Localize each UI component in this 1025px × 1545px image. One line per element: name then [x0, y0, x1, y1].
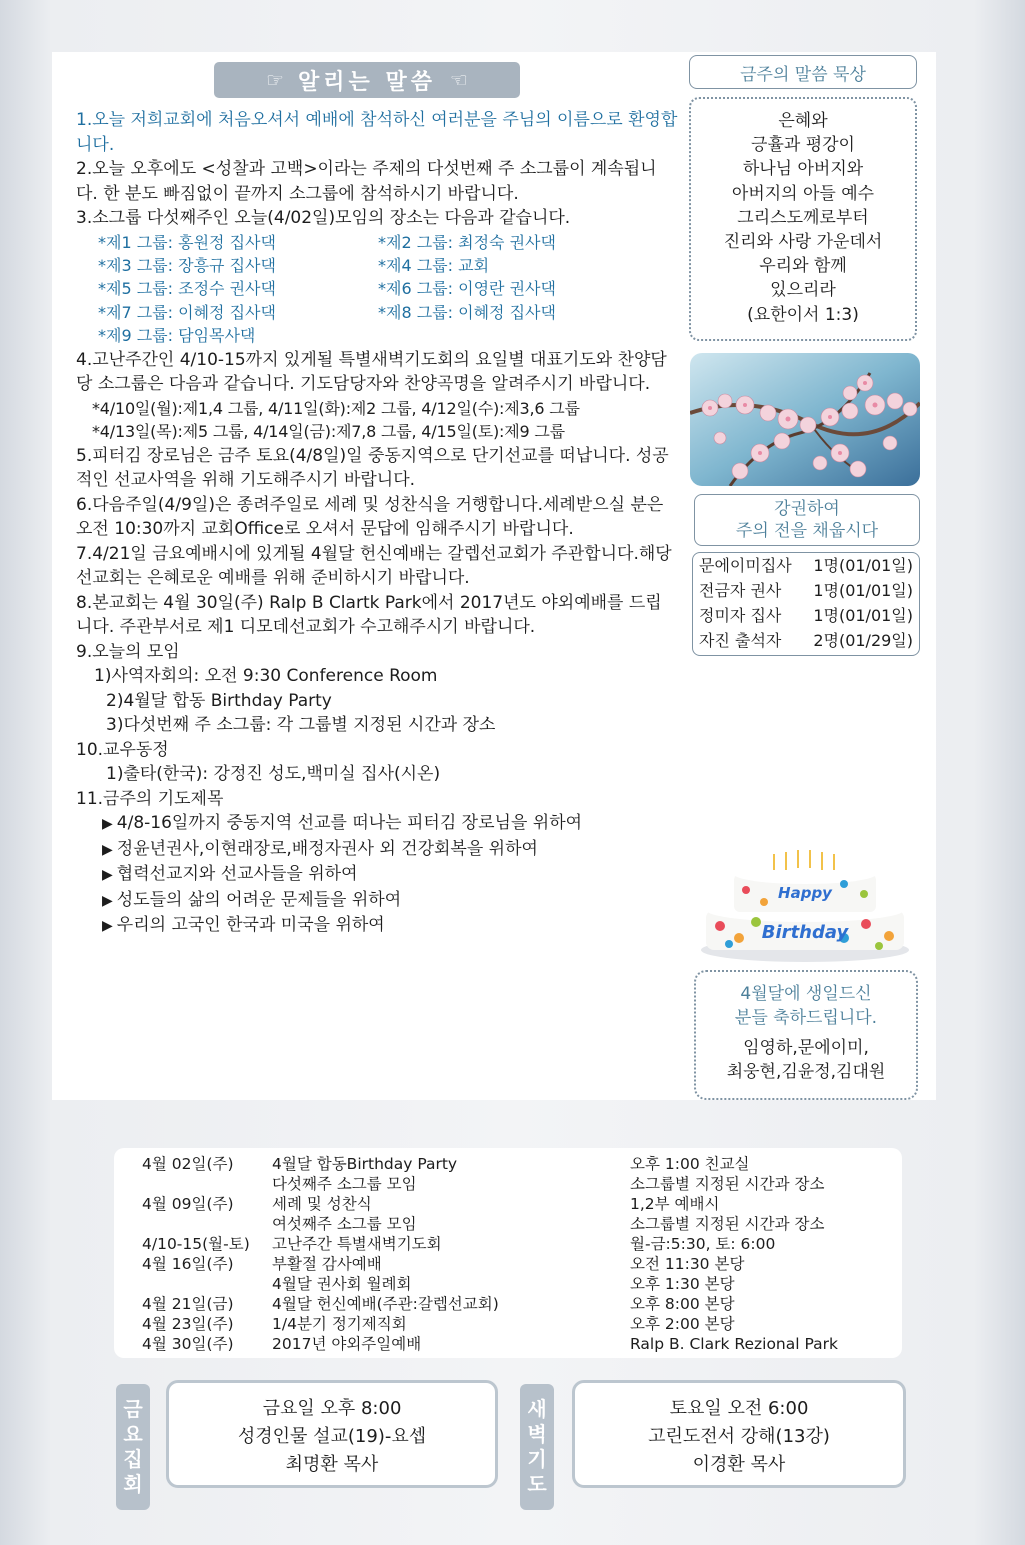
- member-news: 1)출타(한국): 강정진 성도,백미실 집사(시온): [106, 764, 441, 785]
- event-time: 월-금:5:30, 토: 6:00: [630, 1235, 776, 1253]
- attendance-count: 1명(01/01일): [813, 581, 913, 600]
- prayer-schedule-line-2: *4/13일(목):제5 그룹, 4/14일(금):제7,8 그룹, 4/15일(토):제9 그룹: [92, 422, 565, 442]
- attendance-row: [699, 578, 913, 603]
- event-time: 오후 8:00 본당: [630, 1295, 735, 1313]
- notice-title: 알리는 말씀: [298, 69, 436, 95]
- triangle-bullet-icon: ▶: [102, 841, 113, 858]
- event-title: 4월달 합동Birthday Party: [272, 1155, 458, 1173]
- cherry-blossom-photo: [690, 353, 920, 486]
- event-time: 소그룹별 지정된 시간과 장소: [630, 1215, 825, 1233]
- event-time: Ralp B. Clark Rezional Park: [630, 1335, 838, 1353]
- birthday-greeting-line-2: 분들 축하드립니다.: [734, 1008, 878, 1028]
- event-time: 오후 1:30 본당: [630, 1275, 735, 1293]
- event-time: 오후 2:00 본당: [630, 1315, 735, 1333]
- notice-item-10: 10.교우동정: [76, 739, 169, 760]
- notice-item-6: 6.다음주일(4/9일)은 종려주일로 세례 및 성찬식을 거행합니다.세례받으실 분은 오전 10:30까지 교회Office로 오셔서 문답에 임해주시기 바랍니다.: [76, 494, 664, 540]
- attendance-name: 전금자 권사: [699, 581, 782, 600]
- triangle-bullet-icon: ▶: [102, 867, 113, 884]
- attendance-list: [692, 552, 920, 656]
- event-title: 고난주간 특별새벽기도회: [272, 1235, 442, 1253]
- notice-list: [76, 108, 678, 939]
- dawn-prayer-box: [572, 1380, 906, 1488]
- friday-sermon: 성경인물 설교(19)-요셉: [237, 1426, 427, 1447]
- event-time: 오후 1:00 친교실: [630, 1155, 750, 1173]
- triangle-bullet-icon: ▶: [102, 918, 113, 935]
- group-item: *제8 그룹: 이혜정 집사댁: [378, 302, 556, 322]
- birthday-cake-image: [694, 846, 916, 964]
- notice-item-7: 7.4/21일 금요예배시에 있게될 4월달 헌신예배는 갈렙선교회가 주관합니다.해당선교회는 은혜로운 예배를 위해 준비하시기 바랍니다.: [76, 543, 672, 589]
- notice-item-2: 2.오늘 오후에도 <성찰과 고백>이라는 주제의 다섯번째 주 소그룹이 계속됩니다. 한 분도 빠짐없이 끝까지 소그룹에 참석하시기 바랍니다.: [76, 159, 657, 204]
- group-item: *제7 그룹: 이혜정 집사댁: [98, 302, 276, 322]
- notice-item-9: 9.오늘의 모임: [76, 641, 180, 662]
- verse-line: 긍휼과 평강이: [751, 135, 855, 156]
- notice-item-1: 1.오늘 저희교회에 처음오셔서 예배에 참석하신 여러분을 주님의 이름으로 환영합니다.: [76, 110, 678, 155]
- birthday-greeting-line-1: 4월달에 생일드신: [740, 984, 872, 1004]
- event-title: 부활절 감사예배: [272, 1255, 382, 1273]
- group-item: *제3 그룹: 장흥규 집사댁: [98, 255, 276, 275]
- event-title: 다섯째주 소그룹 모임: [272, 1175, 417, 1193]
- event-date: 4월 23일(주): [142, 1315, 234, 1333]
- event-time: 소그룹별 지정된 시간과 장소: [630, 1175, 825, 1193]
- verse-reference: (요한이서 1:3): [747, 304, 859, 325]
- prayer-item: ▶ 우리의 고국인 한국과 미국을 위하여: [102, 915, 385, 936]
- notice-item-11: 11.금주의 기도제목: [76, 788, 224, 809]
- verse-line: 아버지의 아들 예수: [731, 183, 875, 204]
- attendance-count: 1명(01/01일): [813, 556, 913, 575]
- meditation-title: 금주의 말씀 묵상: [689, 55, 917, 89]
- group-item: *제5 그룹: 조정수 권사댁: [98, 279, 276, 299]
- verse-line: 우리와 함께: [759, 256, 847, 277]
- dawn-sermon: 고린도전서 강해(13강): [648, 1426, 830, 1447]
- prayer-item: ▶ 협력선교지와 선교사들을 위하여: [102, 864, 358, 885]
- notice-item-3: 3.소그룹 다섯째주인 오늘(4/02일)모임의 장소는 다음과 같습니다.: [76, 208, 571, 228]
- notice-banner: [214, 62, 520, 98]
- meeting-item: 3)다섯번째 주 소그룹: 각 그룹별 지정된 시간과 장소: [106, 715, 496, 736]
- event-title: 4월달 헌신예배(주관:갈렙선교회): [272, 1295, 499, 1313]
- attendance-row: [699, 603, 913, 628]
- event-time: 1,2부 예배시: [630, 1195, 720, 1213]
- friday-preacher: 최명환 목사: [285, 1454, 379, 1475]
- attendance-title-line-2: 주의 전을 채웁시다: [735, 521, 879, 541]
- friday-time: 금요일 오후 8:00: [262, 1398, 402, 1419]
- event-time: 오전 11:30 본당: [630, 1255, 745, 1273]
- verse-line: 은혜와: [778, 111, 828, 131]
- verse-line: 하나님 아버지와: [742, 159, 864, 180]
- triangle-bullet-icon: ▶: [102, 816, 113, 833]
- group-item: *제4 그룹: 교회: [378, 255, 490, 275]
- attendance-name: 정미자 집사: [699, 606, 782, 625]
- event-title: 여섯째주 소그룹 모임: [272, 1215, 417, 1233]
- dawn-prayer-tag: 새 벽 기 도: [520, 1384, 554, 1510]
- event-date: 4월 21일(금): [142, 1295, 234, 1313]
- event-date: 4월 09일(주): [142, 1195, 234, 1213]
- event-date: 4월 30일(주): [142, 1335, 234, 1353]
- event-date: 4/10-15(월-토): [142, 1235, 250, 1253]
- friday-meeting-tag: 금 요 집 회: [116, 1384, 150, 1510]
- group-item: *제2 그룹: 최정숙 권사댁: [378, 232, 556, 252]
- group-list: [76, 231, 678, 348]
- pointing-hand-right-icon: ☞: [266, 68, 285, 92]
- event-date: 4월 16일(주): [142, 1255, 234, 1273]
- prayer-item: ▶ 4/8-16일까지 중동지역 선교를 떠나는 피터김 장로님을 위하여: [102, 813, 583, 834]
- triangle-bullet-icon: ▶: [102, 892, 113, 909]
- notice-item-5: 5.피터김 장로님은 금주 토요(4/8일)일 중동지역으로 단기선교를 떠납니다. 성공적인 선교사역을 위해 기도해주시기 바랍니다.: [76, 445, 669, 491]
- birthday-names-line-1: 임영하,문에이미,: [743, 1038, 869, 1058]
- attendance-name: 자진 출석자: [699, 631, 782, 650]
- attendance-title-line-1: 강권하여: [774, 499, 840, 519]
- prayer-item: ▶ 성도들의 삶의 어려운 문제들을 위하여: [102, 889, 402, 910]
- birthday-greeting: [694, 970, 918, 1100]
- group-item: *제6 그룹: 이영란 권사댁: [378, 279, 556, 299]
- cake-text-birthday: Birthday: [761, 922, 849, 943]
- prayer-item: ▶ 정윤년권사,이현래장로,배정자권사 외 건강회복을 위하여: [102, 838, 538, 859]
- attendance-title: [694, 494, 920, 546]
- event-title: 4월달 권사회 월례회: [272, 1275, 412, 1293]
- prayer-schedule-line-1: *4/10일(월):제1,4 그룹, 4/11일(화):제2 그룹, 4/12일(수):제3,6 그룹: [92, 398, 580, 418]
- event-date: 4월 02일(주): [142, 1155, 234, 1173]
- notice-item-4: 4.고난주간인 4/10-15까지 있게될 특별새벽기도회의 요일별 대표기도와 찬양담당 소그룹은 다음과 같습니다. 기도담당자와 찬양곡명을 알려주시기 바랍니다.: [76, 349, 667, 395]
- verse-line: 있으리라: [770, 280, 836, 301]
- friday-meeting-box: [166, 1380, 498, 1488]
- pointing-hand-left-icon: ☜: [449, 68, 468, 92]
- verse-line: 진리와 사랑 가운데서: [723, 232, 883, 253]
- verse-line: 그리스도께로부터: [737, 207, 869, 228]
- meeting-item: 1)사역자회의: 오전 9:30 Conference Room: [94, 666, 438, 687]
- dawn-preacher: 이경환 목사: [692, 1454, 786, 1475]
- attendance-count: 2명(01/29일): [813, 631, 913, 650]
- cake-text-happy: Happy: [778, 884, 832, 902]
- attendance-row: [699, 628, 913, 653]
- attendance-count: 1명(01/01일): [813, 606, 913, 625]
- notice-item-8: 8.본교회는 4월 30일(주) Ralp B Clartk Park에서 2017년도 야외예배를 드립니다. 주관부서로 제1 디모데선교회가 수고해주시기 바랍니다.: [76, 592, 662, 638]
- meeting-item: 2)4월달 합동 Birthday Party: [106, 690, 332, 711]
- group-item: *제1 그룹: 홍원정 집사댁: [98, 232, 276, 252]
- meditation-verse: [689, 97, 917, 341]
- event-title: 2017년 야외주일예배: [272, 1335, 422, 1353]
- attendance-row: [699, 553, 913, 578]
- event-title: 1/4분기 정기제직회: [272, 1315, 407, 1333]
- event-title: 세례 및 성찬식: [272, 1195, 372, 1213]
- birthday-names-line-2: 최웅현,김윤정,김대원: [726, 1062, 886, 1082]
- group-item: *제9 그룹: 담임목사댁: [98, 326, 256, 346]
- dawn-time: 토요일 오전 6:00: [669, 1398, 809, 1419]
- attendance-name: 문에이미집사: [699, 556, 792, 575]
